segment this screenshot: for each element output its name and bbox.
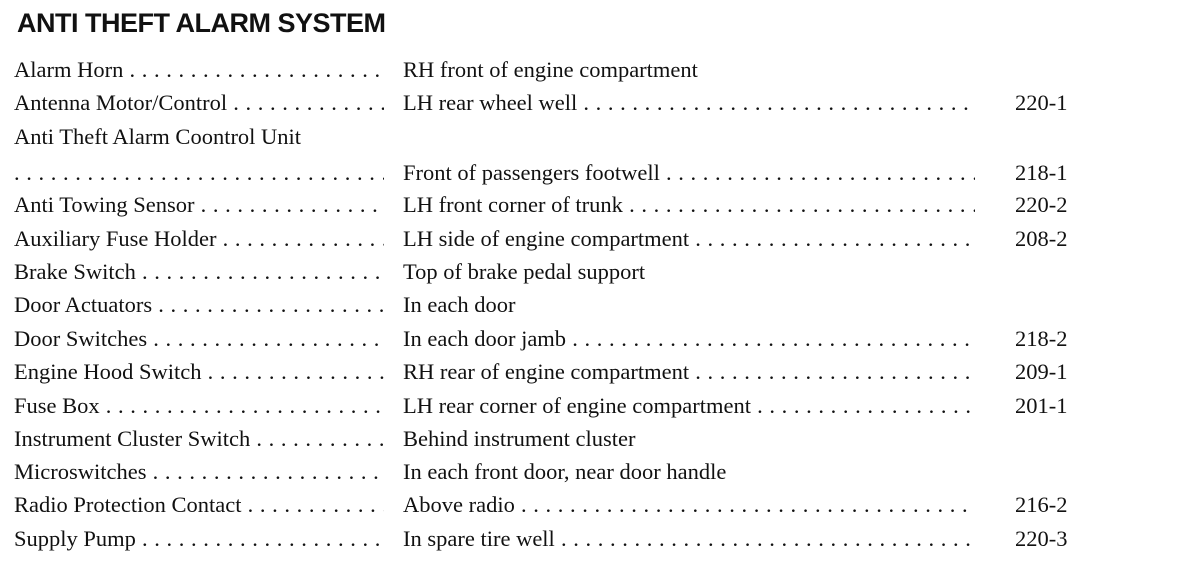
- component-name: Microswitches . . .: [14, 457, 384, 487]
- page-reference: 220-3: [1015, 526, 1068, 551]
- component-name: Instrument Cluster Switch . . .: [14, 424, 384, 454]
- component-name: Fuse Box . . .: [14, 391, 384, 421]
- list-row: [0, 324, 1200, 354]
- list-row: [0, 524, 1200, 554]
- component-location: [403, 122, 975, 152]
- component-location: Behind instrument cluster: [403, 426, 636, 451]
- page-reference: [1015, 257, 1095, 287]
- component-location: LH rear wheel well . . .: [403, 88, 975, 118]
- component-name: Anti Theft Alarm Coontrol Unit: [14, 124, 302, 149]
- list-row: [0, 257, 1200, 287]
- page-reference: 218-1: [1015, 160, 1068, 185]
- component-name: Radio Protection Contact . . .: [14, 490, 384, 520]
- component-name: Door Actuators . . .: [14, 290, 384, 320]
- page-reference: [1015, 424, 1095, 454]
- page-reference: 201-1: [1015, 393, 1068, 418]
- page-title: ANTI THEFT ALARM SYSTEM: [17, 8, 386, 38]
- list-row: [0, 55, 1200, 85]
- list-row: [0, 357, 1200, 387]
- page-reference: [1015, 457, 1095, 487]
- page-reference: 218-2: [1015, 326, 1068, 351]
- list-row: [0, 457, 1200, 487]
- component-location: In each front door, near door handle: [403, 459, 727, 484]
- list-row: [0, 190, 1200, 220]
- component-location: RH front of engine compartment: [403, 57, 698, 82]
- page-reference: [1015, 122, 1095, 152]
- component-location: Front of passengers footwell . . .: [403, 158, 975, 188]
- component-name: Alarm Horn . . .: [14, 55, 384, 85]
- component-location: LH front corner of trunk . . .: [403, 190, 975, 220]
- page-reference: [1015, 290, 1095, 320]
- page-reference: [1015, 55, 1095, 85]
- component-name: Auxiliary Fuse Holder . . .: [14, 224, 384, 254]
- page-reference: 208-2: [1015, 226, 1068, 251]
- component-name: Brake Switch . . .: [14, 257, 384, 287]
- component-name: Anti Towing Sensor . . .: [14, 190, 384, 220]
- list-row: [0, 290, 1200, 320]
- list-row: [0, 424, 1200, 454]
- component-name: Door Switches . . .: [14, 324, 384, 354]
- list-row: [0, 490, 1200, 520]
- list-row: [0, 391, 1200, 421]
- component-name: [14, 158, 384, 188]
- list-row: [0, 122, 1200, 152]
- component-location: In each door: [403, 292, 516, 317]
- list-row: [0, 224, 1200, 254]
- list-row: [0, 158, 1200, 188]
- component-name: Supply Pump . . .: [14, 524, 384, 554]
- component-name: Antenna Motor/Control . . .: [14, 88, 384, 118]
- page-reference: 209-1: [1015, 359, 1068, 384]
- page-reference: 220-2: [1015, 192, 1068, 217]
- component-location: LH rear corner of engine compartment . . .: [403, 391, 975, 421]
- component-location: In spare tire well . . .: [403, 524, 975, 554]
- component-location: In each door jamb . . .: [403, 324, 975, 354]
- page-reference: 216-2: [1015, 492, 1068, 517]
- component-location: Above radio . . .: [403, 490, 975, 520]
- component-location: RH rear of engine compartment . . .: [403, 357, 975, 387]
- page-reference: 220-1: [1015, 90, 1068, 115]
- component-location: Top of brake pedal support: [403, 259, 646, 284]
- list-row: [0, 88, 1200, 118]
- component-location: LH side of engine compartment . . .: [403, 224, 975, 254]
- component-name: Engine Hood Switch . . .: [14, 357, 384, 387]
